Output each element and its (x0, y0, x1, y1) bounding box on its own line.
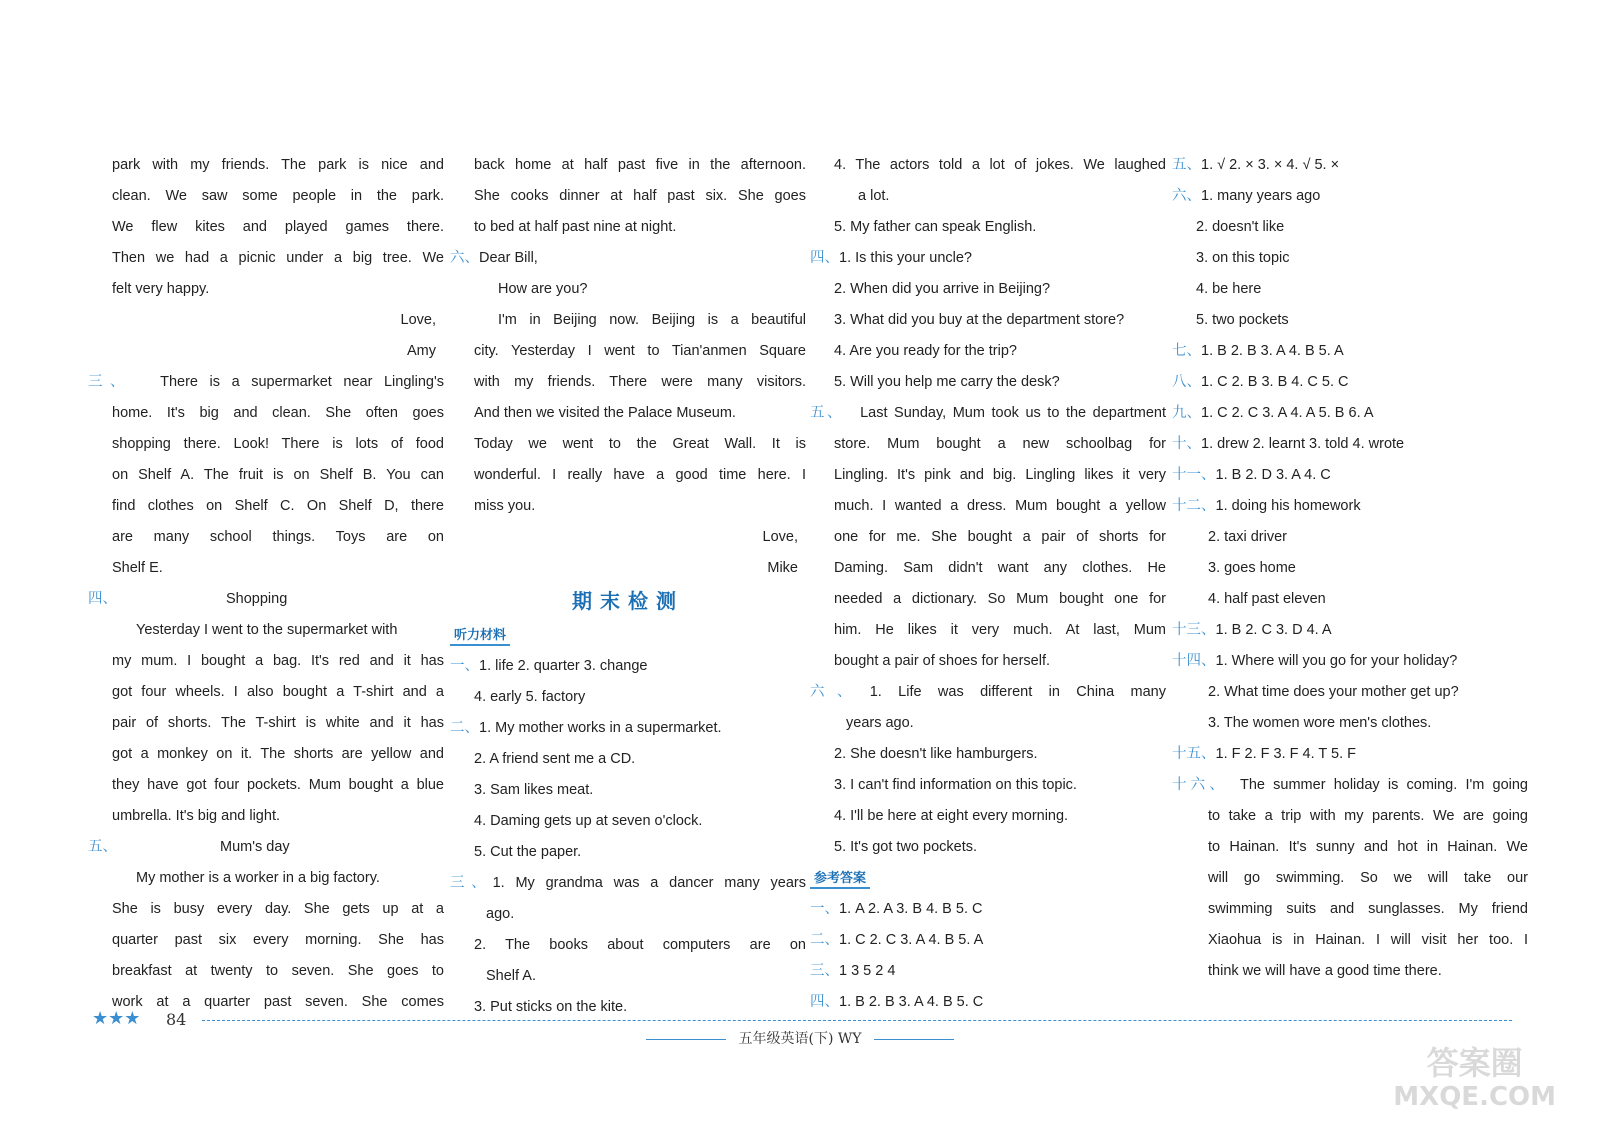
text-line: wonderful. I really have a good time here. I (474, 467, 806, 483)
text-line: 4. Are you ready for the trip? (834, 343, 1017, 359)
text-line: We flew kites and played games there. (112, 219, 444, 235)
section-marker: 五、 (810, 405, 845, 421)
section-marker: 六、 (1172, 188, 1201, 204)
section-marker: 一、 (810, 901, 839, 917)
column-4 (1172, 150, 1528, 987)
section-marker: 九、 (1172, 405, 1201, 421)
listening-material-label: 听力材料 (450, 626, 510, 646)
text-line: 十一、1. B 2. D 3. A 4. C (1172, 467, 1331, 483)
section-marker: 八、 (1172, 374, 1201, 390)
text-line: 五、 Last Sunday, Mum took us to the department (810, 405, 1167, 421)
text-line: My mother is a worker in a big factory. (136, 870, 380, 886)
text-line: back home at half past five in the afternoon. (474, 157, 806, 173)
text-line: 八、1. C 2. B 3. B 4. C 5. C (1172, 374, 1349, 390)
text-line: She cooks dinner at half past six. She goes (474, 188, 806, 204)
text-line: 2. taxi driver (1208, 529, 1287, 545)
text-line: miss you. (474, 498, 536, 514)
text-line: shopping there. Look! There is lots of food (112, 436, 444, 452)
section-marker: 十二、 (1172, 498, 1216, 514)
text-line: bought a pair of shoes for herself. (834, 653, 1051, 669)
text-line: needed a dictionary. So Mum bought one for (834, 591, 1166, 607)
text-line: 4. early 5. factory (474, 689, 586, 705)
text-line: city. Yesterday I went to Tian'anmen Square (474, 343, 806, 359)
watermark-logo: 答案圈 MXQE.COM (1393, 1044, 1556, 1112)
text-line: 5. Cut the paper. (474, 844, 582, 860)
text-line: pair of shorts. The T-shirt is white and it has (112, 715, 444, 731)
text-line: breakfast at twenty to seven. She goes to (112, 963, 444, 979)
text-line: they have got four pockets. Mum bought a blue (112, 777, 444, 793)
text-line: him. He likes it very much. At last, Mum (834, 622, 1166, 638)
section-marker: 十一、 (1172, 467, 1216, 483)
text-line: Xiaohua is in Hainan. I will visit her too. I (1208, 932, 1528, 948)
section-marker: 十六、 (1172, 777, 1228, 793)
section-marker: 十四、 (1172, 653, 1216, 669)
text-line: 十二、1. doing his homework (1172, 498, 1361, 514)
essay-title: Shopping (226, 591, 288, 607)
text-line: clean. We saw some people in the park. (112, 188, 444, 204)
section-marker: 四、 (810, 250, 839, 266)
text-line: Daming. Sam didn't want any clothes. He (834, 560, 1166, 576)
signature: Mike (767, 560, 798, 576)
text-line: 十五、1. F 2. F 3. F 4. T 5. F (1172, 746, 1356, 762)
section-marker: 七、 (1172, 343, 1201, 359)
section-marker: 十五、 (1172, 746, 1216, 762)
text-line: 5. It's got two pockets. (834, 839, 978, 855)
section-marker: 二、 (810, 932, 839, 948)
text-line: And then we visited the Palace Museum. (474, 405, 736, 421)
text-line: 3. I can't find information on this topic. (834, 777, 1077, 793)
text-line: to Hainan. It's sunny and hot in Hainan. We (1208, 839, 1528, 855)
text-line: 六、Dear Bill, (450, 250, 538, 266)
text-line: 5. Will you help me carry the desk? (834, 374, 1060, 390)
signoff: Love, (762, 529, 798, 545)
signoff: Love, (400, 312, 436, 328)
text-line: 4. Daming gets up at seven o'clock. (474, 813, 703, 829)
text-line: Shelf A. (486, 968, 536, 984)
text-line: to bed at half past nine at night. (474, 219, 677, 235)
text-line: 3. Sam likes meat. (474, 782, 594, 798)
section-marker: 二、 (450, 720, 479, 736)
text-line: 二、1. My mother works in a supermarket. (450, 720, 722, 736)
section-marker: 十、 (1172, 436, 1201, 452)
text-line: 六、 1. Life was different in China many (810, 684, 1166, 700)
text-line: 七、1. B 2. B 3. A 4. B 5. A (1172, 343, 1344, 359)
text-line: 九、1. C 2. C 3. A 4. A 5. B 6. A (1172, 405, 1374, 421)
text-line: with my friends. There were many visitors. (474, 374, 806, 390)
text-line: 3. What did you buy at the department store? (834, 312, 1125, 328)
text-line: 三、1 3 5 2 4 (810, 963, 896, 979)
text-line: 一、1. A 2. A 3. B 4. B 5. C (810, 901, 983, 917)
section-marker: 六、 (450, 250, 479, 266)
text-line: on Shelf A. The fruit is on Shelf B. You can (112, 467, 444, 483)
section-marker: 五、 (1172, 157, 1201, 173)
text-line: 4. be here (1196, 281, 1262, 297)
text-line: to take a trip with my parents. We are going (1208, 808, 1528, 824)
text-line: Yesterday I went to the supermarket with (136, 622, 398, 638)
section-marker: 三、 (88, 374, 133, 390)
text-line: felt very happy. (112, 281, 210, 297)
text-line: 三、 There is a supermarket near Lingling's (88, 374, 444, 390)
signature: Amy (407, 343, 436, 359)
answer-key-label: 参考答案 (810, 869, 870, 889)
text-line: home. It's big and clean. She often goes (112, 405, 444, 421)
text-line: a lot. (858, 188, 890, 204)
text-line: work at a quarter past seven. She comes (112, 994, 444, 1010)
section-title: 期末检测 (572, 591, 684, 613)
text-line: will go swimming. So we will take our (1208, 870, 1528, 886)
text-line: Lingling. It's pink and big. Lingling likes it very (834, 467, 1166, 483)
text-line: 二、1. C 2. C 3. A 4. B 5. A (810, 932, 984, 948)
text-line: one for me. She bought a pair of shorts for (834, 529, 1166, 545)
section-marker: 三、 (810, 963, 839, 979)
text-line: 2. A friend sent me a CD. (474, 751, 636, 767)
text-line: 十四、1. Where will you go for your holiday? (1172, 653, 1458, 669)
divider (874, 1039, 954, 1040)
book-title: 五年级英语(下) WY (738, 1031, 862, 1047)
text-line: 2. She doesn't like hamburgers. (834, 746, 1038, 762)
text-line: are many school things. Toys are on (112, 529, 444, 545)
text-line: 2. The books about computers are on (474, 937, 806, 953)
text-line: 六、1. many years ago (1172, 188, 1321, 204)
essay-title: Mum's day (220, 839, 290, 855)
text-line: 四、1. Is this your uncle? (810, 250, 972, 266)
text-line: I'm in Beijing now. Beijing is a beautiful (498, 312, 806, 328)
text-line: 5. My father can speak English. (834, 219, 1037, 235)
text-line: 2. When did you arrive in Beijing? (834, 281, 1051, 297)
text-line: 五、1. √ 2. × 3. × 4. √ 5. × (1172, 157, 1340, 173)
text-line: How are you? (498, 281, 588, 297)
text-line: quarter past six every morning. She has (112, 932, 444, 948)
section-marker: 四、 (810, 994, 839, 1010)
text-line: years ago. (846, 715, 914, 731)
text-line: find clothes on Shelf C. On Shelf D, there (112, 498, 444, 514)
text-line: got four wheels. I also bought a T-shirt and a (112, 684, 444, 700)
text-line: 3. on this topic (1196, 250, 1290, 266)
text-line: Today we went to the Great Wall. It is (474, 436, 806, 452)
text-line: 四、1. B 2. B 3. A 4. B 5. C (810, 994, 984, 1010)
text-line: 3. The women wore men's clothes. (1208, 715, 1432, 731)
text-line: 三、1. My grandma was a dancer many years (450, 875, 807, 891)
section-marker: 六、 (810, 684, 864, 700)
column-3 (810, 150, 1166, 1018)
section-marker: 三、 (450, 875, 493, 891)
text-line: store. Mum bought a new schoolbag for (834, 436, 1166, 452)
column-2 (450, 150, 806, 1023)
text-line: 十、1. drew 2. learnt 3. told 4. wrote (1172, 436, 1405, 452)
book-title-bar (0, 1028, 1600, 1048)
text-line: 4. The actors told a lot of jokes. We laughed (834, 157, 1166, 173)
text-line: 4. I'll be here at eight every morning. (834, 808, 1069, 824)
section-marker: 一、 (450, 658, 479, 674)
section-marker: 五、 (88, 839, 117, 855)
text-line: think we will have a good time there. (1208, 963, 1442, 979)
star-icon: ★★★ (92, 1008, 141, 1028)
divider (202, 1020, 1512, 1021)
page-number: 84 (166, 1010, 187, 1029)
text-line: umbrella. It's big and light. (112, 808, 280, 824)
text-line: swimming suits and sunglasses. My friend (1208, 901, 1528, 917)
text-line: 2. What time does your mother get up? (1208, 684, 1459, 700)
text-line: ago. (486, 906, 515, 922)
divider (646, 1039, 726, 1040)
text-line: Then we had a picnic under a big tree. We (112, 250, 444, 266)
text-line: 3. Put sticks on the kite. (474, 999, 628, 1015)
text-line: 4. half past eleven (1208, 591, 1326, 607)
text-line: 2. doesn't like (1196, 219, 1285, 235)
text-line: park with my friends. The park is nice and (112, 157, 444, 173)
text-line: my mum. I bought a bag. It's red and it has (112, 653, 444, 669)
label-line (450, 620, 806, 651)
label-line (810, 863, 1166, 894)
text-line: 十三、1. B 2. C 3. D 4. A (1172, 622, 1332, 638)
text-line: She is busy every day. She gets up at a (112, 901, 444, 917)
text-line: Shelf E. (112, 560, 163, 576)
heading-line (88, 832, 444, 863)
text-line: much. I wanted a dress. Mum bought a yellow (834, 498, 1166, 514)
column-1 (88, 150, 444, 1018)
text-line: got a monkey on it. The shorts are yellow and (112, 746, 444, 762)
heading-line (88, 584, 444, 615)
section-marker: 四、 (88, 591, 117, 607)
text-line: 3. goes home (1208, 560, 1296, 576)
text-line: 十六、 The summer holiday is coming. I'm going (1172, 777, 1528, 793)
section-marker: 十三、 (1172, 622, 1216, 638)
text-line: 一、1. life 2. quarter 3. change (450, 658, 648, 674)
text-line: 5. two pockets (1196, 312, 1289, 328)
